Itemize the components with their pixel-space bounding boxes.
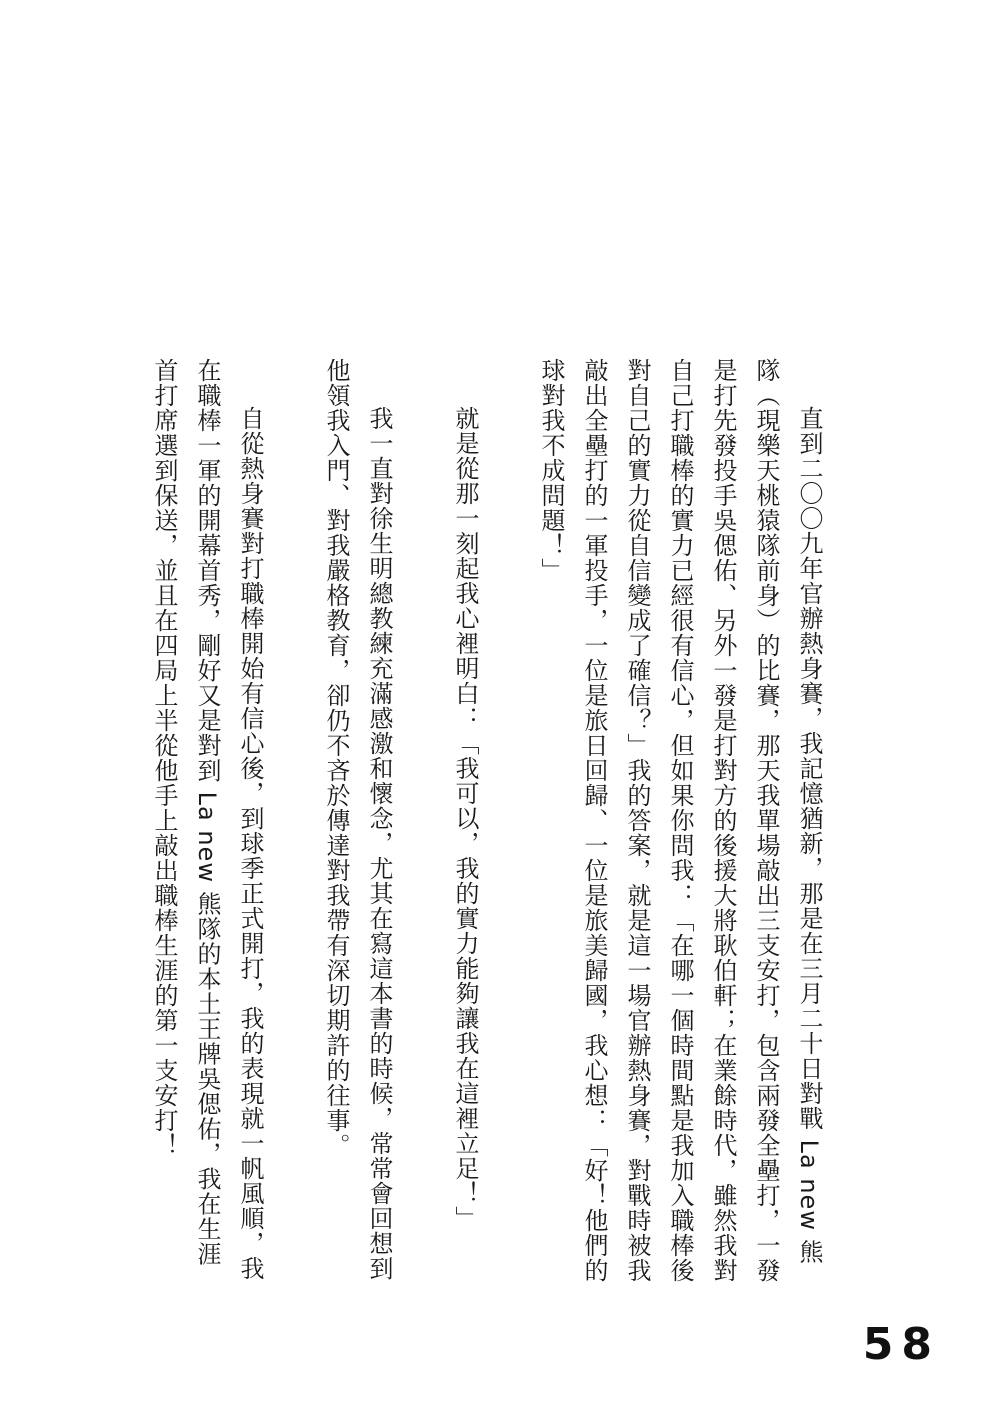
body-text <box>142 358 830 1288</box>
paragraph-spacer <box>400 358 443 1288</box>
paragraph-4: 自從熱身賽對打職棒開始有信心後，到球季正式開打，我的表現就一帆風順，我在職棒一軍的開幕首秀，剛好又是對到 La new 熊隊的本土王牌吳偲佑，我在生涯首打席選到保送，並且在四局上半從他手上敲出職棒生涯的第一支安打！ <box>150 358 264 1281</box>
paragraph-3: 我一直對徐生明總教練充滿感激和懷念，尤其在寫這本書的時候，常常會回想到他領我入門、對我嚴格教育，卻仍不吝於傳達對我帶有深切期許的往事。 <box>322 358 393 1281</box>
paragraph-2: 就是從那一刻起我心裡明白：「我可以，我的實力能夠讓我在這裡立足！」 <box>451 406 479 1231</box>
page-number: 58 <box>862 1319 940 1370</box>
paragraph-1: 直到二〇〇九年官辦熱身賽，我記憶猶新，那是在三月二十日對戰 La new 熊隊（現樂天桃猿隊前身）的比賽，那天我單場敲出三支安打，包含兩發全壘打，一發是打先發投手吳偲佑、另外一發是打對方的後援大將耿伯軒；在業餘時代，雖然我對自己打職棒的實力已經很有信心，但如果你問我：「在哪一個時間點是我加入職棒後對自己的實力從自信變成了確信？」我的答案，就是這一場官辦熱身賽，對戰時被我敲出全壘打的一軍投手，一位是旅日回歸、一位是旅美歸國，我心想：「好！他們的球對我不成問題！」 <box>537 358 823 1283</box>
paragraph-spacer <box>486 358 529 1288</box>
paragraph-spacer <box>271 358 314 1288</box>
